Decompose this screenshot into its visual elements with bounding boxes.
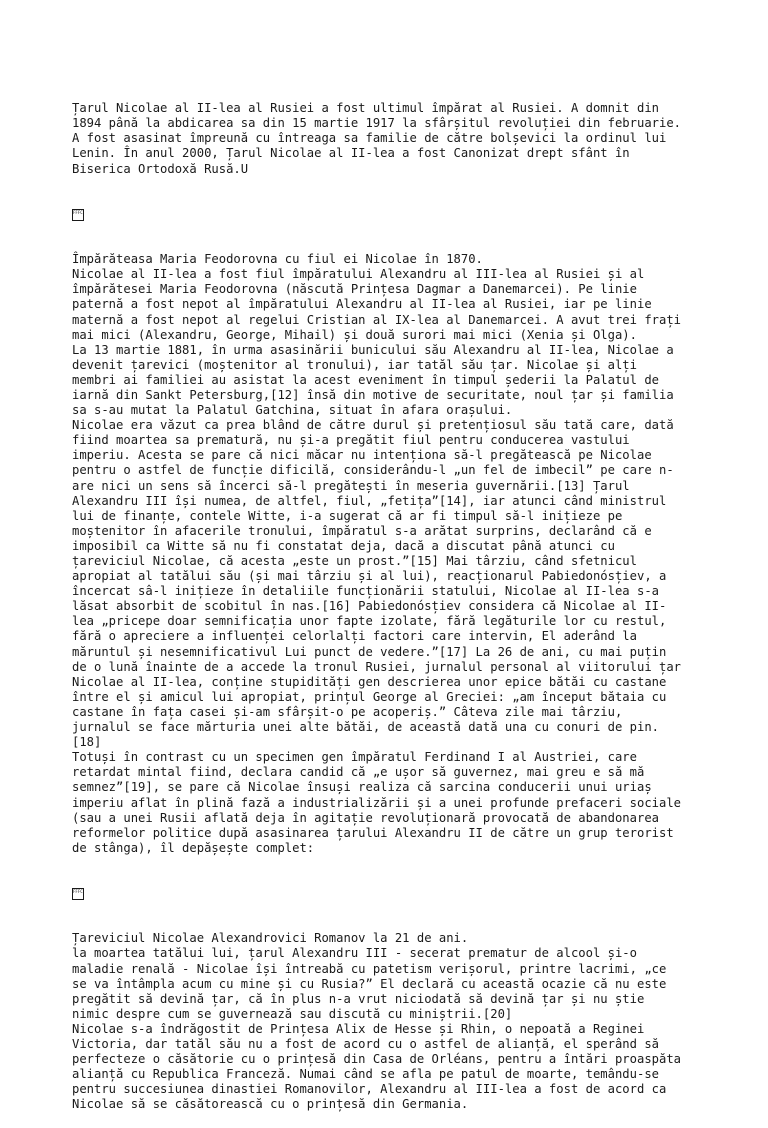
missing-image-icon: FFFC <box>72 888 84 900</box>
paragraph-intro: Țarul Nicolae al II-lea al Rusiei a fost ultimul împărat al Rusiei. A domnit din 1894 până la abdicarea sa din 15 martie 1917 la sfârșitul revoluției din februarie. A fost asasinat împreună cu întreaga sa familie de către bolșevici la ordinul lui Lenin. În anul 2000, Țarul Nicolae al II-lea a fost Canonizat drept sfânt în Biserica Ortodoxă Rusă.U <box>72 101 682 176</box>
paragraph-childhood: Împărăteasa Maria Feodorovna cu fiul ei Nicolae în 1870. Nicolae al II-lea a fost fiul împăratului Alexandru al III-lea al Rusiei și al împărătesei Maria Feodorovna (născută Prințesa Dagmar a Danemarcei). Pe linie paternă a fost nepot al împăratului Alexandru al II-lea al Rusiei, iar pe linie maternă a fost nepot al regelui Cristian al IX-lea al Danemarcei. A avut trei frați mai mici (Alexandru, George, Mihail) și două surori mai mici (Xenia și Olga). La 13 martie 1881, în urma asasinării bunicului său Alexandru al II-lea, Nicolae a devenit țarevici (moștenitor al tronului), iar tatăl său țar. Nicolae și alți membri ai familiei au asistat la acest eveniment în timpul șederii la Palatul de iarnă din Sankt Petersburg,[12] însă din motive de securitate, noul țar și familia sa s-au mutat la Palatul Gatchina, situat în afara orașului. Nicolae era văzut ca prea blând de către durul și pretențiosul său tată care, dată fiind moartea sa prematură, nu și-a pregătit fiul pentru conducerea vastului imperiu. Acesta se pare că nici măcar nu intenționa să-l pregătească pe Nicolae pentru o astfel de funcție dificilă, considerându-l „un fel de imbecil” pe care n- are nici un sens să încerci să-l pregătești în meseria guvernării.[13] Țarul Alexandru III își numea, de altfel, fiul, „fetița”[14], iar atunci când ministrul lui de finanțe, contele Witte, i-a sugerat că ar fi timpul să-l inițieze pe moștenitor în afacerile tronului, împăratul s-a arătat surprins, declarând că e imposibil ca Witte să nu fi constatat deja, dacă a discutat până atunci cu țareviciul Nicolae, că acesta „este un prost.”[15] Mai târziu, când sfetnicul apropiat al tatălui său (și mai târziu și al lui), reacționarul Pabiedonósțiev, a încercat sâ-l inițieze în detaliile funcționării statului, Nicolae al II-lea s-a lăsat absorbit de scobitul în nas.[16] Pabiedonósțiev considera că Nicolae al II- lea „pricepe doar semnificația unor fapte izolate, fără legăturile lor cu restul, fără o apreciere a influenței celorlalți factori care intervin, El aderând la măruntul și nesemnificativul Lui punct de vedere.”[17] La 26 de ani, cu mai puțin de o lună înainte de a accede la tronul Rusiei, jurnalul personal al viitorului țar Nicolae al II-lea, conține stupidități gen descrierea unor epice bătăi cu castane între el și amicul lui apropiat, prințul George al Greciei: „am început bătaia cu castane în fața casei și-am sfârșit-o pe acoperiș.” Câteva zile mai târziu, jurnalul se face mărturia unei alte bătăi, de această dată una cu conuri de pin. [18] Totuși în contrast cu un specimen gen împăratul Ferdinand I al Austriei, care retardat mintal fiind, declara candid că „e ușor să guvernez, mai greu e să mă semnez”[19], se pare că Nicolae însuși realiza că sarcina conducerii unui uriaș imperiu aflat în plină fază a industrializării și a unei profunde prefaceri sociale (sau a unei Rusii aflată deja în agitație revoluționară provocată de abandonarea reformelor politice după asasinarea țarului Alexandru II de către un grup terorist de stânga), îl depășește complet: <box>72 252 682 855</box>
document-body <box>72 71 700 1128</box>
missing-image-icon: FFFC <box>72 209 84 221</box>
paragraph-accession: Țareviciul Nicolae Alexandrovici Romanov la 21 de ani. la moartea tatălui lui, țarul Alexandru III - secerat prematur de alcool și-o maladie renală - Nicolae își întreabă cu patetism verișorul, printre lacrimi, „ce se va întâmpla acum cu mine și cu Rusia?” El declară cu această ocazie că nu este pregătit să devină țar, că în plus n-a vrut niciodată să devină țar și nu știe nimic despre cum se guvernează sau discută cu miniștrii.[20] Nicolae s-a îndrăgostit de Prințesa Alix de Hesse și Rhin, o nepoată a Reginei Victoria, dar tatăl său nu a fost de acord cu o astfel de alianță, el sperând să perfecteze o căsătorie cu o prințesă din Casa de Orléans, pentru a întări proaspăta alianță cu Republica Franceză. Numai când se afla pe patul de moarte, temându-se pentru succesiunea dinastiei Romanovilor, Alexandru al III-lea a fost de acord ca Nicolae să se căsătorească cu o prințesă din Germania. <box>72 931 682 1112</box>
image-placeholder-2 <box>72 886 700 901</box>
image-placeholder-1 <box>72 207 700 222</box>
